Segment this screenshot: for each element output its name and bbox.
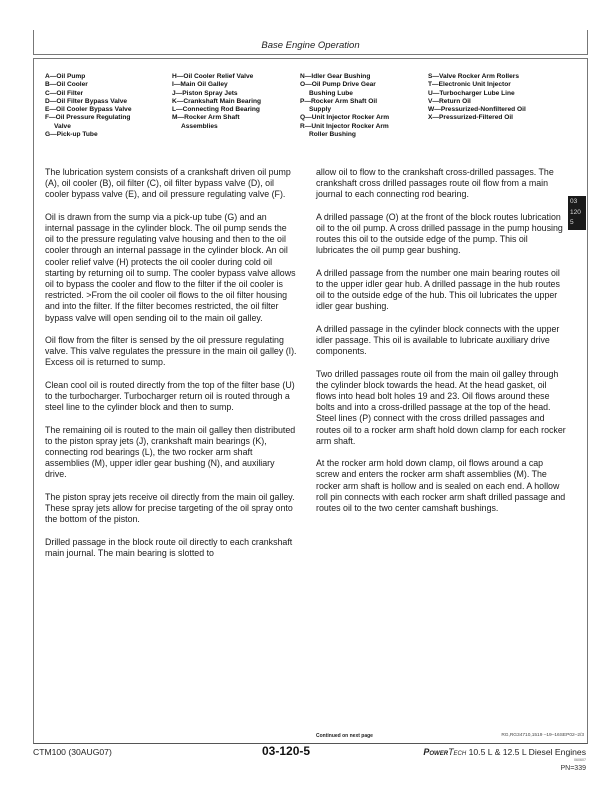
legend-item-text: C—Oil Filter — [45, 89, 84, 97]
legend-item-text: I—Main Oil Galley — [172, 81, 228, 89]
legend-item — [45, 73, 170, 81]
legend-item-continuation: Roller Bushing — [309, 131, 356, 139]
reference-code: RG,RG34710,1519 –19–16SEP02–2/3 — [501, 733, 584, 738]
legend-item-text: U—Turbocharger Lube Line — [428, 89, 515, 97]
legend-item-continuation: Bushing Lube — [309, 89, 353, 97]
legend-item-text: K—Crankshaft Main Bearing — [172, 97, 262, 105]
body-paragraph: Oil flow from the filter is sensed by the oil pressure regulating valve. This valve regulates the pressure in the main oil galley (I). Excess oil is returned to sump. — [45, 335, 297, 368]
legend-item — [45, 131, 170, 139]
legend-item-text: B—Oil Cooler — [45, 81, 88, 89]
legend-item-text: W—Pressurized-Nonfiltered Oil — [428, 106, 526, 114]
section-tab — [568, 196, 586, 230]
legend-item-text: H—Oil Cooler Relief Valve — [172, 73, 254, 80]
body-paragraph: The piston spray jets receive oil directly from the main oil galley. These spray jets allow for precise targeting of the oil spray onto the bottom of the piston. — [45, 491, 295, 525]
section-tab-group: 03 — [570, 198, 578, 205]
brand-logo — [423, 747, 466, 757]
legend-item — [45, 114, 170, 131]
body-paragraph: A drilled passage in the cylinder block connects with the upper idler passage. This oil is available to lubricate auxiliary drive components. — [316, 323, 560, 357]
legend-column — [300, 73, 425, 139]
legend-item — [300, 98, 425, 115]
legend-item-text: R—Unit Injector Rocker Arm — [300, 122, 389, 130]
body-paragraph: At the rocker arm hold down clamp, oil flows around a cap screw and enters the rocker arm shaft assemblies (M). The rocker arm shaft is hollow and is sealed on each end. A hollow roll pin connects with each rocker arm shaft drilled passage and routes oil to the two center camshaft bushings. — [316, 458, 566, 514]
pn-number: PN=339 — [560, 765, 586, 772]
legend-item-continuation: Assemblies — [181, 122, 218, 130]
product-title — [423, 747, 586, 757]
legend-item-text: F—Oil Pressure Regulating — [45, 114, 131, 122]
legend-item — [45, 98, 170, 106]
legend-item — [300, 81, 425, 98]
legend-item-text: D—Oil Filter Bypass Valve — [45, 97, 128, 105]
legend-item — [172, 98, 297, 106]
legend-item-text: S—Valve Rocker Arm Rollers — [428, 73, 520, 80]
legend-column — [45, 73, 170, 139]
section-tab-page: 5 — [570, 219, 574, 226]
page-number: 03-120-5 — [262, 744, 311, 758]
body-paragraph: The remaining oil is routed to the main oil galley then distributed to the piston spray jets (J), crankshaft main bearings (K), connecting rod bearings (L), the two rocker arm shaft assemblies (M), upper idler gear bushing (N), and auxiliary drive. — [45, 424, 296, 480]
legend-item — [428, 73, 578, 81]
legend-column — [428, 73, 578, 123]
legend-item — [428, 90, 578, 98]
legend-item — [45, 81, 170, 89]
legend-item-text: V—Return Oil — [428, 97, 471, 105]
continued-notice: Continued on next page — [316, 733, 373, 739]
legend-item — [172, 106, 297, 114]
manual-id: CTM100 (30AUG07) — [33, 747, 112, 757]
body-paragraph: Two drilled passages route oil from the main oil galley through the cylinder block towards the head. At the head gasket, oil flows into head bolt holes 19 and 23. Oil flows around these bolts and into a cross-drilled passage at the top of the head. Steel lines (P) connect with the cross drilled passages and routes oil to a rocker arm shaft hold down clamp for each rocker arm shaft. — [316, 368, 566, 446]
body-paragraph: Drilled passage in the block route oil directly to each crankshaft main journal. The main bearing is slotted to — [45, 536, 293, 558]
legend-item-text: P—Rocker Arm Shaft Oil — [300, 97, 378, 105]
legend-item-text: G—Pick-up Tube — [45, 131, 98, 139]
legend-item-text: Q—Unit Injector Rocker Arm — [300, 114, 390, 122]
section-title: Base Engine Operation — [261, 40, 360, 51]
legend-item-text: L—Connecting Rod Bearing — [172, 106, 260, 114]
legend-item-text: E—Oil Cooler Bypass Valve — [45, 106, 132, 114]
brand-tech: Tech — [448, 747, 467, 757]
legend-item — [300, 114, 425, 122]
legend-item — [300, 123, 425, 140]
legend-item — [428, 98, 578, 106]
legend-item-continuation: Supply — [309, 106, 331, 114]
body-paragraph: A drilled passage from the number one main bearing routes oil to the upper idler gear hub. A drilled passage in the hub routes oil to the outside edge of the hub. This oil lubricates the upper idler gear bushing. — [316, 267, 560, 312]
body-paragraph: The lubrication system consists of a crankshaft driven oil pump (A), oil cooler (B), oil filter (C), oil filter bypass valve (D), oil cooler bypass valve (E), and oil pressure regulating valve (F). — [45, 167, 291, 200]
legend-item — [300, 73, 425, 81]
legend-item-text: M—Rocker Arm Shaft — [172, 114, 240, 122]
legend-column — [172, 73, 297, 131]
legend-item-text: O—Oil Pump Drive Gear — [300, 81, 376, 89]
legend-item — [45, 90, 170, 98]
body-column-right — [316, 167, 568, 525]
product-name: 10.5 L & 12.5 L Diesel Engines — [466, 747, 586, 757]
legend-item — [428, 81, 578, 89]
legend-item-text: J—Piston Spray Jets — [172, 89, 238, 97]
legend-item-text: A—Oil Pump — [45, 73, 86, 80]
legend-item — [428, 106, 578, 114]
legend-item-text: X—Pressurized-Filtered Oil — [428, 114, 514, 122]
legend-item — [172, 81, 297, 89]
legend-item-continuation: Valve — [54, 122, 71, 130]
brand-power: Power — [423, 747, 449, 757]
legend-item — [428, 114, 578, 122]
body-paragraph: allow oil to flow to the crankshaft cross-drilled passages. The crankshaft cross drilled passages route oil flow from a main journal to each connecting rod bearing. — [316, 167, 554, 200]
body-column-left — [45, 167, 297, 570]
section-tab-section: 120 — [570, 208, 581, 216]
body-paragraph: Oil is drawn from the sump via a pick-up tube (G) and an internal passage in the cylinder block. The oil pump sends the oil to the pressure regulating valve housing and then to the oil cooler through an internal passage in the cylinder block. An oil cooler relief valve (H) protects the oil cooler during cold oil starting by returning oil to sump. The cooler bypass valve allows oil to bypass the cooler and flow to the filter if the oil cooler is restricted. >From the oil cooler oil flows to the oil filter housing and into the filter. If the filter becomes restricted, the oil filter bypass valve will open sending oil to the main oil galley. — [45, 211, 296, 323]
print-code: 060607 — [574, 758, 586, 762]
legend-item — [172, 90, 297, 98]
legend-item — [172, 114, 297, 131]
legend-item-text: T—Electronic Unit Injector — [428, 81, 511, 89]
legend-item — [45, 106, 170, 114]
page-header — [33, 30, 588, 55]
body-paragraph: Clean cool oil is routed directly from the top of the filter base (U) to the turbocharger. Turbocharger return oil is routed through a steel line to the cylinder block and then to sump. — [45, 379, 295, 413]
legend-item — [172, 73, 297, 81]
legend-item-text: N—Idler Gear Bushing — [300, 73, 371, 80]
body-paragraph: A drilled passage (O) at the front of the block routes lubrication oil to the oil pump. A cross drilled passage in the pump housing routes this oil to the outside edge of the pump. This oil lubricates the oil pump gear bushing. — [316, 211, 563, 256]
